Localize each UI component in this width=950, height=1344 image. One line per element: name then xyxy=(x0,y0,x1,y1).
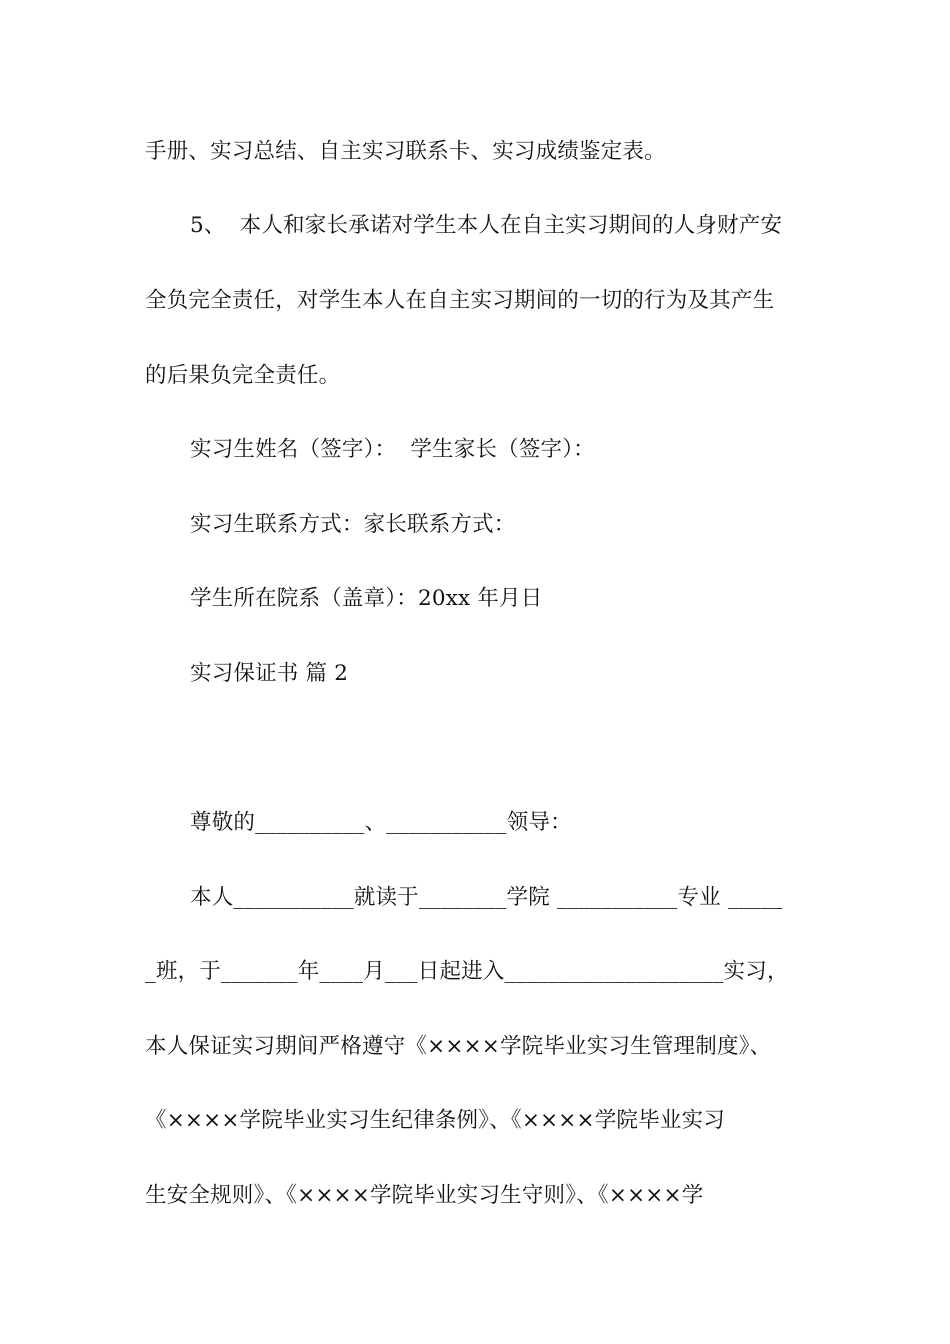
text-line: 《××××学院毕业实习生纪律条例》、《××××学院毕业实习 xyxy=(145,1108,725,1133)
text-line: _班，于_______年____月___日起进入____________________实习， xyxy=(145,959,789,984)
section-title: 实习保证书 篇 2 xyxy=(190,661,349,686)
department-seal-line: 学生所在院系（盖章）：20xx 年月日 xyxy=(190,586,543,611)
text-line: 本人___________就读于________学院 ___________专业 _____ xyxy=(190,885,783,910)
contact-line: 实习生联系方式：家长联系方式： xyxy=(190,512,516,537)
salutation-line: 尊敬的__________、___________领导： xyxy=(190,810,572,835)
text-line: 的后果负完全责任。 xyxy=(145,363,341,388)
text-line: 全负完全责任，对学生本人在自主实习期间的一切的行为及其产生 xyxy=(145,288,775,313)
signature-line: 实习生姓名（签字）： 学生家长（签字）： xyxy=(190,437,595,462)
text-line: 本人保证实习期间严格遵守《××××学院毕业实习生管理制度》、 xyxy=(145,1034,772,1059)
text-line: 生安全规则》、《××××学院毕业实习生守则》、《××××学 xyxy=(145,1183,704,1208)
text-line: 手册、实习总结、自主实习联系卡、实习成绩鉴定表。 xyxy=(145,139,666,164)
text-line: 5、 本人和家长承诺对学生本人在自主实习期间的人身财产安 xyxy=(190,213,783,238)
